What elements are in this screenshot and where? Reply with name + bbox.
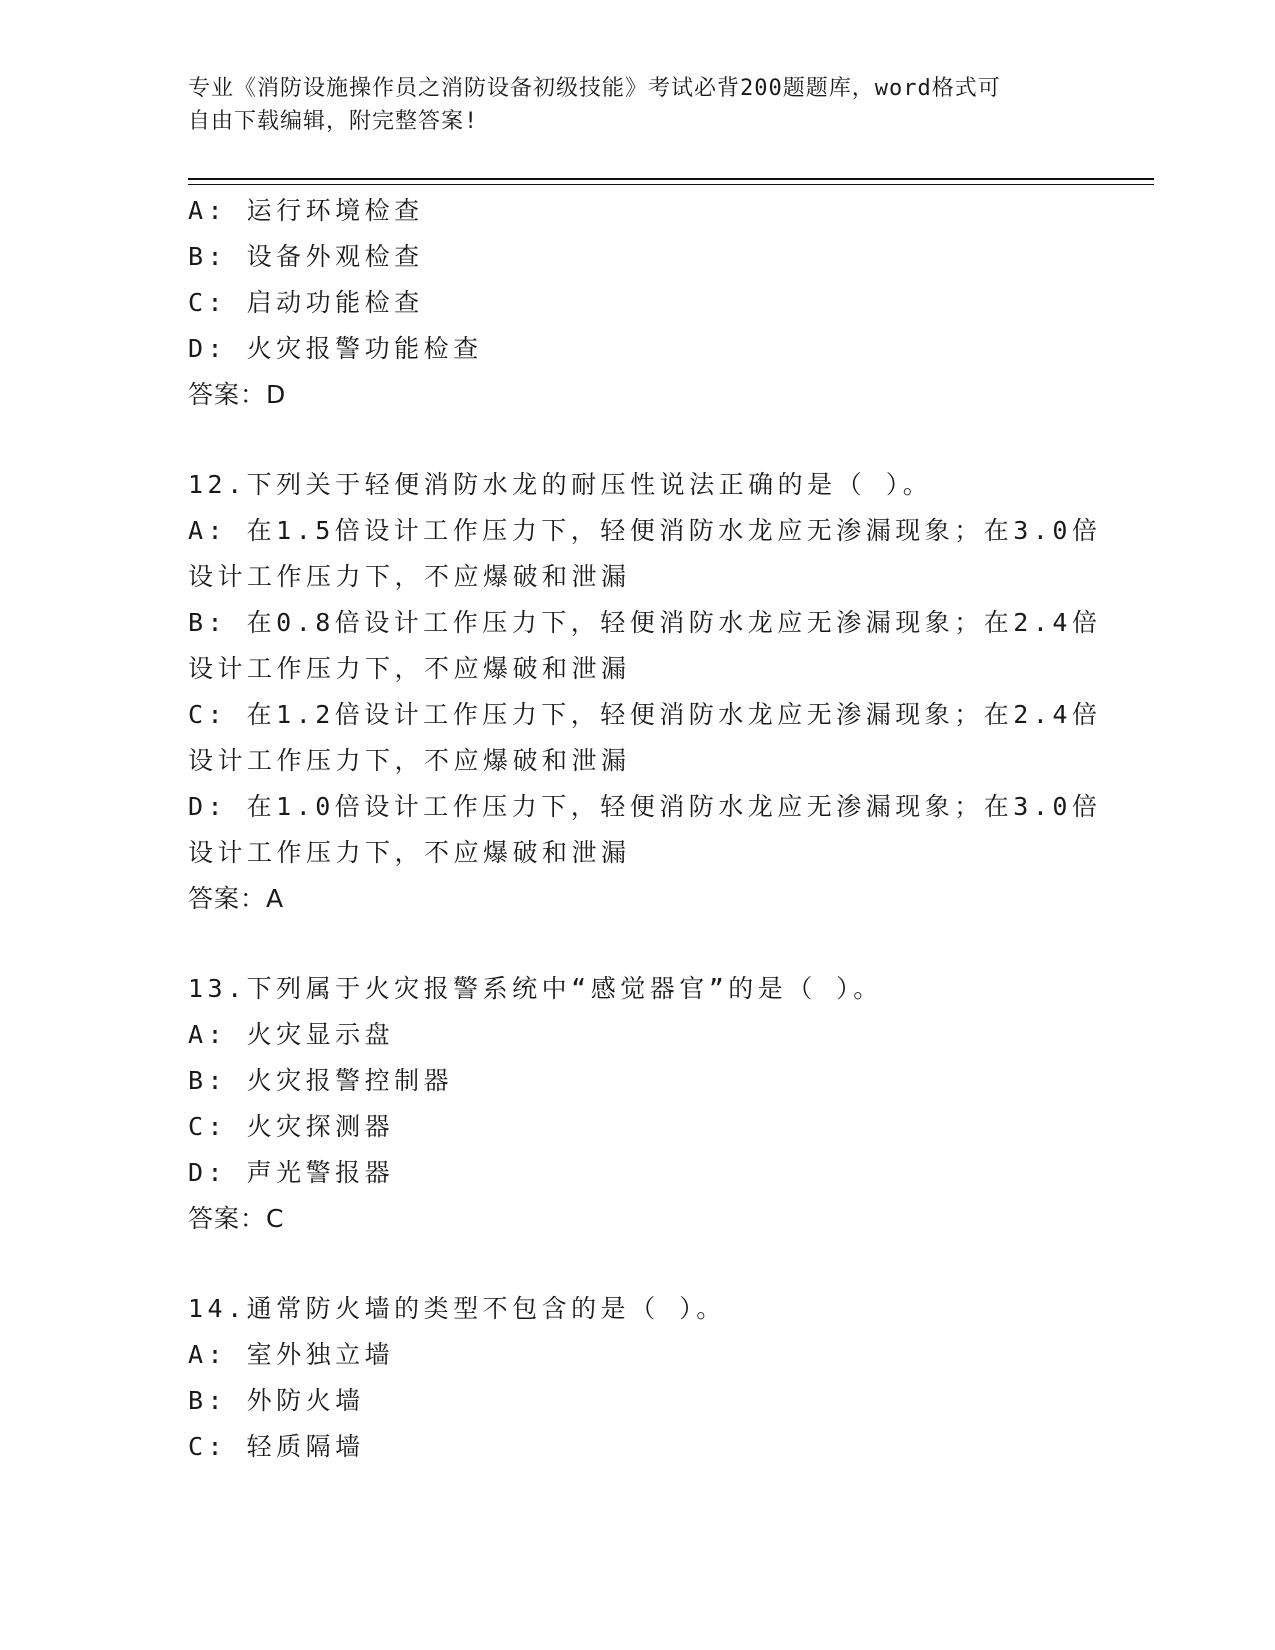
option-d-continued: 设计工作压力下，不应爆破和泄漏 [188,838,631,867]
question-text: 13.下列属于火灾报警系统中“感觉器官”的是（ ）。 [188,974,883,1003]
option-b: B: 火灾报警控制器 [188,1066,454,1095]
option-a-continued: 设计工作压力下，不应爆破和泄漏 [188,562,631,591]
option-b-continued: 设计工作压力下，不应爆破和泄漏 [188,654,631,683]
option-a: A: 室外独立墙 [188,1340,395,1369]
option-d: D: 声光警报器 [188,1158,395,1187]
option-c: C: 在1.2倍设计工作压力下，轻便消防水龙应无渗漏现象；在2.4倍 [188,700,1102,729]
header-line-1: 专业《消防设施操作员之消防设备初级技能》考试必背200题题库，word格式可 [188,76,1001,101]
header-divider-thick [188,178,1154,180]
question-spacer [188,922,1088,966]
answer-line: 答案：D [188,380,287,409]
option-c: C: 启动功能检查 [188,288,424,317]
answer-line: 答案：A [188,884,285,913]
option-b: B: 外防火墙 [188,1386,365,1415]
header-divider-thin [188,184,1154,185]
question-spacer [188,418,1088,462]
question-11-block [188,188,1088,418]
option-c: C: 火灾探测器 [188,1112,395,1141]
question-13-block [188,966,1088,1242]
question-text: 12.下列关于轻便消防水龙的耐压性说法正确的是（ ）。 [188,470,933,499]
question-spacer [188,1242,1088,1286]
question-12-block [188,462,1102,922]
option-d: D: 在1.0倍设计工作压力下，轻便消防水龙应无渗漏现象；在3.0倍 [188,792,1102,821]
answer-line: 答案：C [188,1204,285,1233]
option-c-continued: 设计工作压力下，不应爆破和泄漏 [188,746,631,775]
option-a: A: 火灾显示盘 [188,1020,395,1049]
document-header [188,72,1068,138]
option-c: C: 轻质隔墙 [188,1432,365,1461]
question-list [188,188,1102,1470]
option-a: A: 运行环境检查 [188,196,424,225]
option-d: D: 火灾报警功能检查 [188,334,483,363]
option-b: B: 在0.8倍设计工作压力下，轻便消防水龙应无渗漏现象；在2.4倍 [188,608,1102,637]
option-a: A: 在1.5倍设计工作压力下，轻便消防水龙应无渗漏现象；在3.0倍 [188,516,1102,545]
question-14-block [188,1286,1088,1470]
question-text: 14.通常防火墙的类型不包含的是（ ）。 [188,1294,726,1323]
option-b: B: 设备外观检查 [188,242,424,271]
header-line-2: 自由下载编辑，附完整答案! [188,109,479,134]
